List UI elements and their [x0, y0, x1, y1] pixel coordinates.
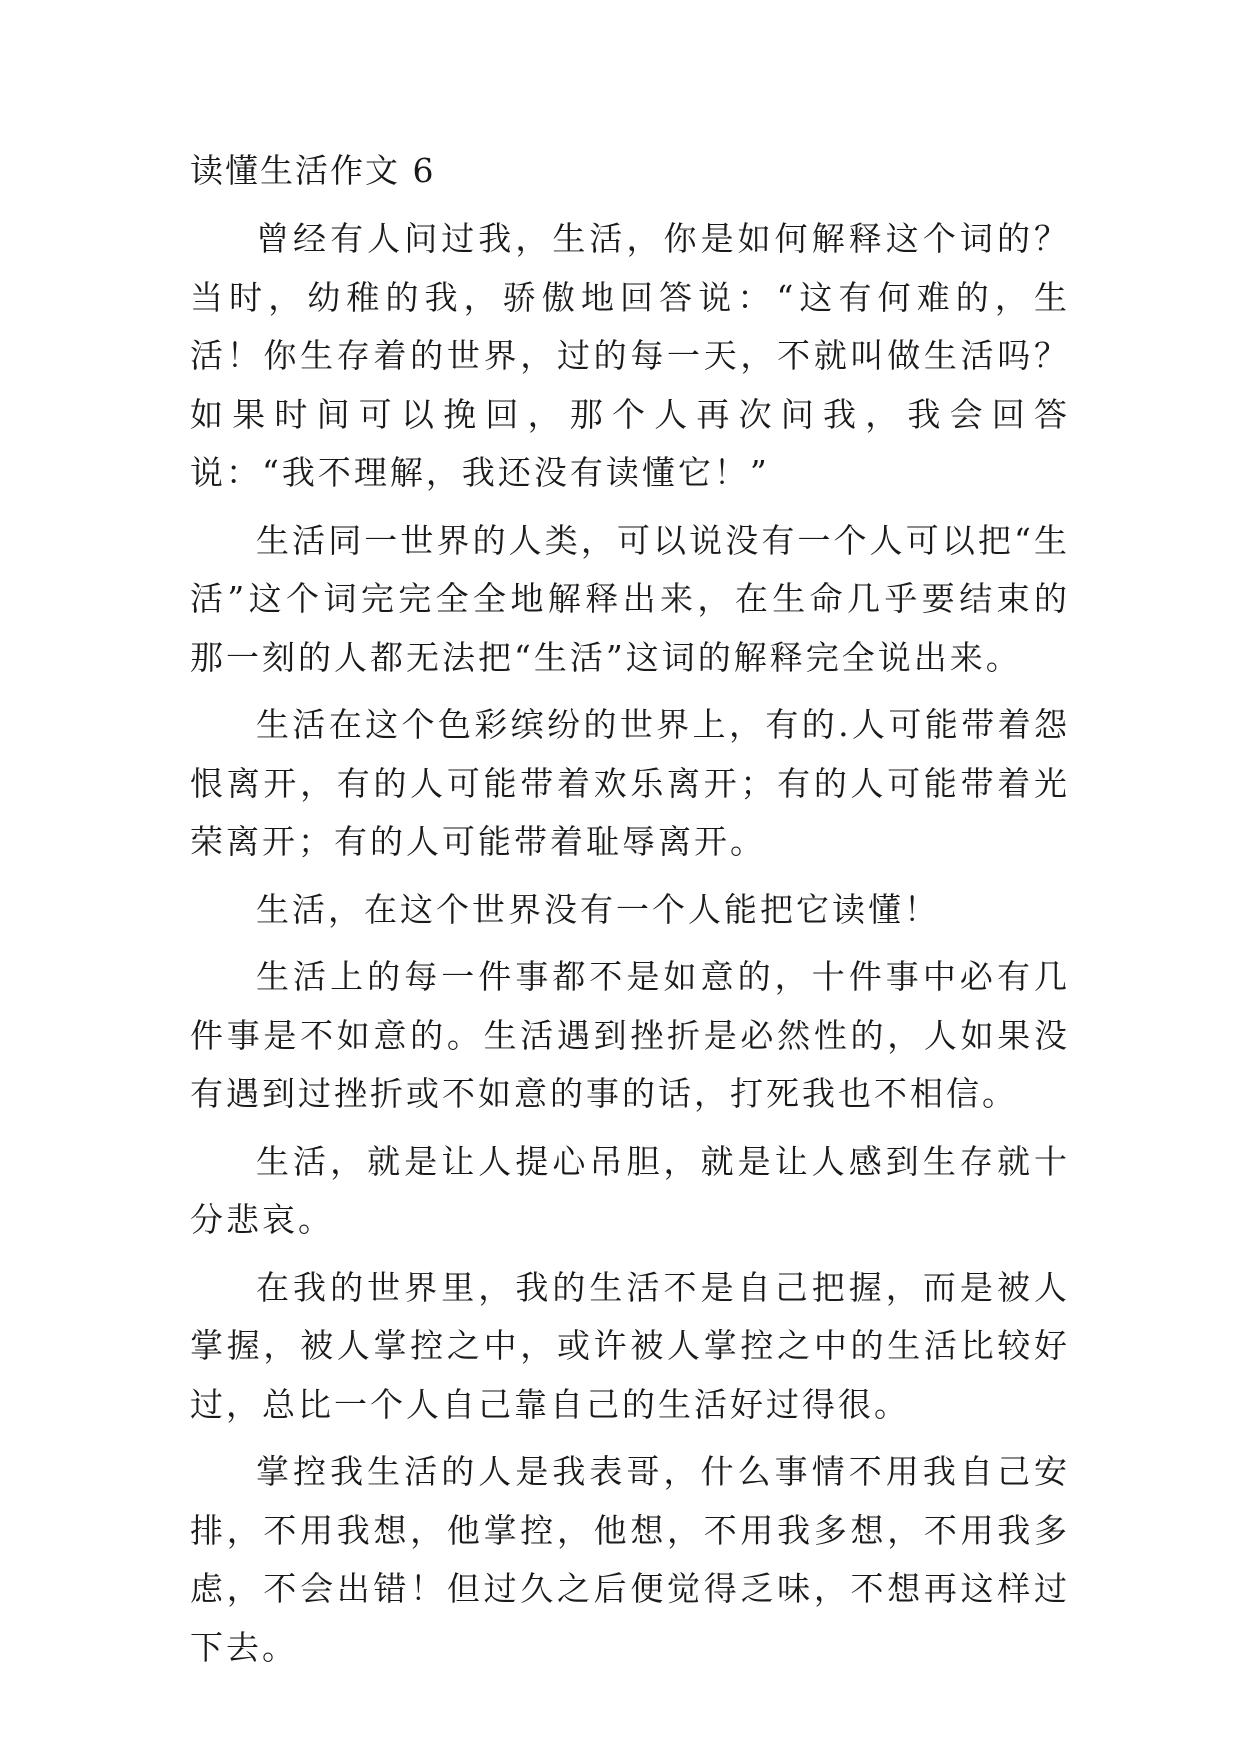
paragraph-5: 生活上的每一件事都不是如意的，十件事中必有几件事是不如意的。生活遇到挫折是必然性的，人如果没有遇到过挫折或不如意的事的话，打死我也不相信。 [190, 957, 1070, 1113]
paragraph-4: 生活，在这个世界没有一个人能把它读懂！ [256, 889, 940, 929]
paragraph-2: 生活同一世界的人类，可以说没有一个人可以把“生活”这个词完完全全地解释出来，在生命几乎要结束的那一刻的人都无法把“生活”这词的解释完全说出来。 [190, 520, 1070, 677]
document-title: 读懂生活作文 6 [190, 151, 436, 190]
paragraph-6: 生活，就是让人提心吊胆，就是让人感到生存就十分悲哀。 [190, 1141, 1070, 1239]
paragraph-3: 生活在这个色彩缤纷的世界上，有的.人可能带着怨恨离开，有的人可能带着欢乐离开；有的人可能带着光荣离开；有的人可能带着耻辱离开。 [190, 705, 1070, 861]
paragraph-7: 在我的世界里，我的生活不是自己把握，而是被人掌握，被人掌控之中，或许被人掌控之中的生活比较好过，总比一个人自己靠自己的生活好过得很。 [190, 1267, 1070, 1424]
paragraph-1: 曾经有人问过我，生活，你是如何解释这个词的？当时，幼稚的我，骄傲地回答说：“这有何难的，生活！你生存着的世界，过的每一天，不就叫做生活吗？如果时间可以挽回，那个人再次问我，我会回答说：“我不理解，我还没有读懂它！” [190, 219, 1070, 492]
paragraph-8: 掌控我生活的人是我表哥，什么事情不用我自己安排，不用我想，他掌控，他想，不用我多想，不用我多虑，不会出错！但过久之后便觉得乏味，不想再这样过下去。 [190, 1452, 1070, 1667]
document-page [190, 140, 1070, 1686]
